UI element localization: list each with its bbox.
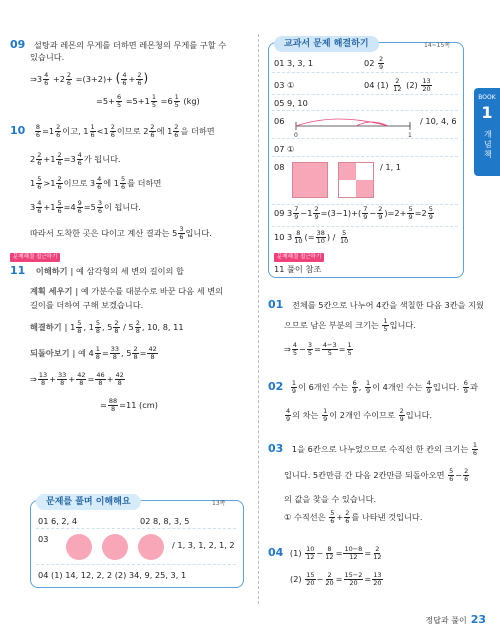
solution-04: 04 (1) $\frac{10}{12}$ − $\frac{8}{12}$ = $\frac{10-8}{12}$ = $\frac{2}{12}$ <box>268 545 382 561</box>
tb-row-01: 01 3, 3, 1 <box>274 58 314 68</box>
solution-03: 03 1을 6칸으로 나누었으므로 수직선 한 칸의 크기는 $\frac{1}{6}$ <box>268 441 477 457</box>
understand-row-04: 04 (1) 14, 12, 2, 2 (2) 34, 9, 25, 3, 1 <box>38 570 187 580</box>
problem-10-line3: 1 $\frac{5}{6}$ >1 $\frac{2}{6}$ 이므로 3 $\frac{4}{6}$ 에 1 $\frac{5}{6}$ 를 더하면 <box>30 175 162 191</box>
tb-row-06b: / 10, 4, 6 <box>420 116 457 126</box>
problem-11-solve: 해결하기 | 1 $\frac{5}{8}$ , 1 $\frac{5}{8}$ , 5 $\frac{2}{8}$ / 5 $\frac{2}{8}$ , 10, 8, 11 <box>30 319 184 335</box>
tb-row-04: 04 (1) $\frac{2}{12}$ (2) $\frac{13}{20}$ <box>364 77 431 93</box>
square-quadrant <box>339 163 356 180</box>
book-label: BOOK <box>478 94 496 101</box>
book-side-tab <box>474 88 500 176</box>
understand-dash-1 <box>36 528 236 529</box>
problem-11-calc2: = $\frac{88}{8}$ =11 (cm) <box>100 397 158 413</box>
pie-circle-3 <box>138 534 164 560</box>
textbook-box-title: 교과서 문제 해결하기 <box>274 36 379 52</box>
tb-row-03: 03 ① <box>274 80 295 90</box>
problem-09-calc1: ⇒3 $\frac{4}{6}$ +2 $\frac{2}{6}$ =(3+2)+ ( $\frac{4}{6}$ + $\frac{2}{6}$ ) <box>30 71 149 87</box>
tb-row-09: 09 3 $\frac{7}{9}$ −1 $\frac{2}{9}$ =(3−1)+( $\frac{7}{9}$ − $\frac{2}{9}$ )=2+ $\frac{5}{9}$ =2 $\frac{5}{9}$ <box>274 205 433 221</box>
approach-tag-right: 문제해결 접근하기 <box>274 250 324 262</box>
problem-11: 11 이해하기 | 예 삼각형의 세 변의 길이의 합 <box>10 264 184 277</box>
page-number: 23 <box>470 613 486 627</box>
tb-row-02: 02 $\frac{2}{9}$ <box>364 55 384 71</box>
tb-dash-4 <box>272 138 458 139</box>
problem-09: 09 설탕과 레몬의 무게를 더하면 레몬청의 무게를 구할 수 <box>10 38 227 51</box>
svg-text:1: 1 <box>408 132 412 138</box>
tb-dash-7 <box>272 226 458 227</box>
page-footer: 정답과 풀이 23 <box>425 613 486 627</box>
understand-row-02: 02 8, 8, 3, 5 <box>140 516 190 526</box>
understand-row-03: 03 <box>38 534 49 544</box>
understand-box-title: 문제를 풀며 이해해요 <box>36 494 141 510</box>
svg-text:0: 0 <box>294 132 298 138</box>
problem-10-line5: 따라서 도착한 곳은 다이고 계산 결과는 5 $\frac{3}{6}$ 입니다. <box>30 225 212 241</box>
solution-03-line3: 의 값을 찾을 수 있습니다. <box>284 494 377 504</box>
tb-dash-1 <box>272 72 458 73</box>
tb-row-07: 07 ① <box>274 144 295 154</box>
tb-dash-2 <box>272 94 458 95</box>
book-number: 1 <box>481 103 493 123</box>
solution-03-line2: 입니다. 5칸만큼 간 다음 2칸만큼 되돌아오면 $\frac{5}{6}$ − $\frac{2}{6}$ <box>284 467 469 483</box>
solution-02-line2: $\frac{4}{9}$ 의 차는 $\frac{1}{9}$ 이 2개인 수이므로 $\frac{2}{9}$ 입니다. <box>286 407 433 423</box>
tb-row-06: 06 <box>274 116 285 126</box>
square-grid-2 <box>338 162 374 198</box>
tb-row-08: 08 <box>274 162 285 172</box>
solution-03-line4: ① 수직선은 $\frac{5}{6}$ + $\frac{2}{6}$ 를 나타낸 것입니다. <box>284 509 423 525</box>
number-line <box>292 114 416 138</box>
problem-11-calc1: ⇒ $\frac{13}{8}$ + $\frac{33}{8}$ + $\frac{42}{8}$ = $\frac{46}{8}$ + $\frac{42}{8}$ <box>30 371 124 387</box>
understand-box-page: 13쪽 <box>212 500 226 507</box>
tb-row-05: 05 9, 10 <box>274 98 308 108</box>
pie-circle-2 <box>102 534 128 560</box>
problem-10-line2: 2 $\frac{2}{6}$ +1 $\frac{2}{6}$ =3 $\frac{4}{6}$ 가 됩니다. <box>30 151 121 167</box>
solution-04-line2: (2) $\frac{15}{20}$ − $\frac{2}{20}$ = $\frac{15-2}{20}$ = $\frac{13}{20}$ <box>290 571 382 587</box>
textbook-box-page: 14~15쪽 <box>424 42 451 49</box>
solution-02: 02 $\frac{1}{9}$ 이 6개인 수는 $\frac{6}{9}$ , $\frac{1}{9}$ 이 4개인 수는 $\frac{4}{9}$ 입니다. $\frac{6}{9}$ 과 <box>268 379 478 395</box>
approach-tag-left: 문제해결 접근하기 <box>10 250 60 262</box>
problem-11-plan: 계획 세우기 | 예 가분수를 대분수로 바꾼 다음 세 변의 <box>30 286 224 296</box>
solution-01: 01 전체를 5칸으로 나누어 4칸을 색칠한 다음 3칸을 지웠 <box>268 298 484 311</box>
problem-11-plan-line2: 길이를 더하여 구해 보겠습니다. <box>30 300 144 310</box>
book-section-label: 개념책 <box>483 129 493 160</box>
tb-dash-5 <box>272 156 458 157</box>
tb-row-10: 10 3 $\frac{8}{10}$ (= $\frac{38}{10}$ ) / $\frac{5}{10}$ <box>274 229 349 245</box>
pie-circle-1 <box>66 534 92 560</box>
solution-01-line2: 으므로 남은 부분의 크기는 $\frac{1}{5}$ 입니다. <box>284 317 416 333</box>
understand-row-01: 01 6, 2, 4 <box>38 516 78 526</box>
problem-09-line2: 있습니다. <box>30 52 65 62</box>
understand-dash-2 <box>36 564 236 565</box>
tb-row-08b: / 1, 1 <box>380 162 401 172</box>
problem-09-calc2: =5+ $\frac{6}{5}$ =5+1 $\frac{1}{5}$ =6 $\frac{1}{5}$ (kg) <box>96 93 200 109</box>
problem-11-review: 되돌아보기 | 예 4 $\frac{1}{8}$ = $\frac{33}{8}$ , 5 $\frac{2}{8}$ = $\frac{42}{8}$ <box>30 345 157 361</box>
tb-dash-3 <box>272 110 458 111</box>
column-divider <box>258 34 259 604</box>
square-quadrant <box>356 180 373 197</box>
problem-10-line4: 3 $\frac{4}{6}$ +1 $\frac{5}{6}$ =4 $\frac{9}{6}$ =5 $\frac{3}{6}$ 이 됩니다. <box>30 199 141 215</box>
square-shaded-1 <box>292 162 328 198</box>
tb-row-11: 11 풀이 참조 <box>274 264 322 274</box>
solution-01-line3: ⇒ $\frac{4}{5}$ − $\frac{3}{5}$ = $\frac{4-3}{5}$ = $\frac{1}{5}$ <box>284 341 352 357</box>
problem-10: 10 $\frac{8}{6}$ =1 $\frac{2}{6}$ 이고, 1 $\frac{1}{6}$ <1 $\frac{2}{6}$ 이므로 2 $\frac{2}{6}$ 에 1 $\frac{2}{6}$ 을 더하면 <box>10 123 215 139</box>
understand-row-03b: / 1, 3, 1, 2, 1, 2 <box>172 540 235 550</box>
